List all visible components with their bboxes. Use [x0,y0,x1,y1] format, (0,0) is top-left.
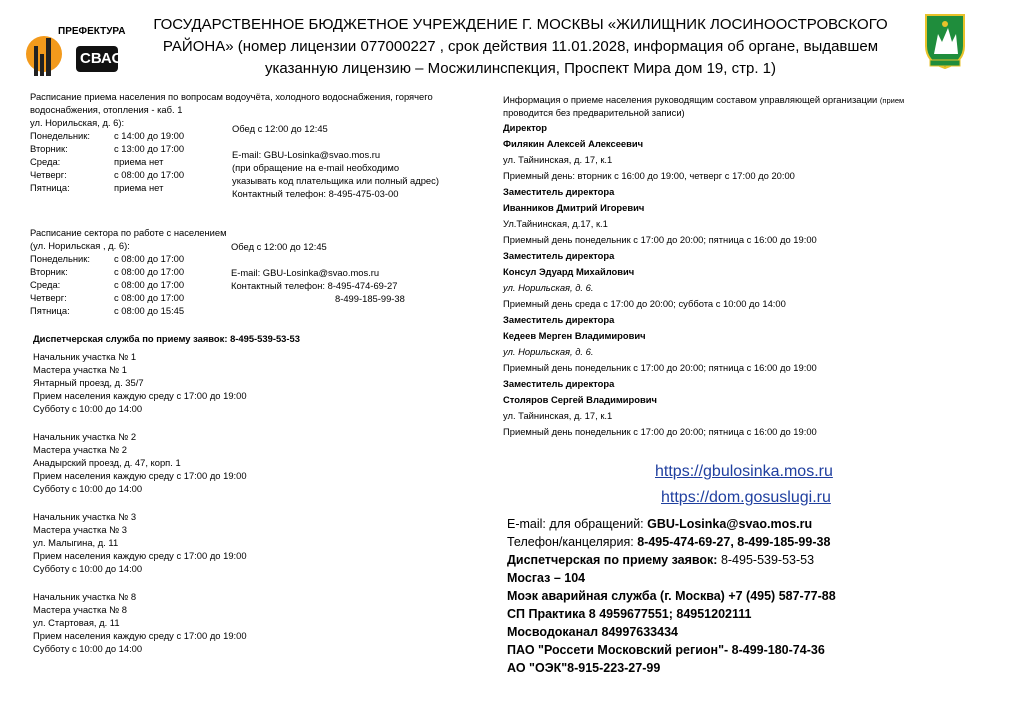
manager-name: Консул Эдуард Михайлович [503,266,635,277]
manager-address: ул. Норильская, д. 6. [503,282,594,293]
contact-dispatch-value: 8-495-539-53-53 [720,553,815,567]
manager-hours: Приемный день: вторник с 16:00 до 19:00, четверг с 17:00 до 20:00 [503,170,795,181]
section-head: Начальник участка № 3 [33,511,137,522]
gosuslugi-link[interactable]: https://dom.gosuslugi.ru [661,489,831,506]
section-saturday: Субботу с 10:00 до 14:00 [33,643,143,654]
coat-of-arms-icon [922,12,968,70]
emergency-praktika: СП Практика 8 4959677551; 84951202111 [507,607,752,621]
section-saturday: Субботу с 10:00 до 14:00 [33,483,143,494]
manager-hours: Приемный день понедельник с 17:00 до 20:00; пятница с 16:00 до 19:00 [503,426,817,437]
section-item [33,510,493,590]
section-reception: Прием населения каждую среду с 17:00 до 19:00 [33,470,247,481]
manager-role: Заместитель директора [503,250,615,261]
sector-phone-1: Контактный телефон: 8-495-474-69-27 [231,280,398,291]
water-schedule-title-1: Расписание приема населения по вопросам водоучёта, холодного водоснабжения, горячего [30,91,433,102]
contact-dispatch-line [507,551,1007,569]
day-label: Вторник: [30,143,68,154]
manager-role: Заместитель директора [503,314,615,325]
section-address: Анадырский проезд, д. 47, корп. 1 [33,457,181,468]
contact-phone-value: 8-495-474-69-27, 8-499-185-99-38 [637,535,831,549]
sector-schedule-address: (ул. Норильская , д. 6): [30,240,130,251]
day-time: с 08:00 до 15:45 [114,305,185,316]
emergency-oek: АО "ОЭК"8-915-223-27-99 [507,661,661,675]
section-item [33,590,493,670]
day-label: Пятница: [30,305,70,316]
contact-phone-line [507,533,1007,551]
day-label: Понедельник: [30,253,90,264]
day-time: приема нет [114,156,164,167]
manager-entry [503,120,1003,184]
manager-role: Заместитель директора [503,186,615,197]
day-label: Пятница: [30,182,70,193]
day-label: Четверг: [30,292,67,303]
manager-address: Ул.Тайнинская, д.17, к.1 [503,218,608,229]
day-time: с 08:00 до 17:00 [114,279,185,290]
day-label: Вторник: [30,266,68,277]
manager-hours: Приемный день понедельник с 17:00 до 20:00; пятница с 16:00 до 19:00 [503,362,817,373]
sector-schedule-title: Расписание сектора по работе с населением [30,227,227,238]
website-link[interactable]: https://gbulosinka.mos.ru [655,463,833,480]
section-reception: Прием населения каждую среду с 17:00 до 19:00 [33,630,247,641]
section-masters: Мастера участка № 1 [33,364,128,375]
day-time: с 08:00 до 17:00 [114,266,185,277]
sector-contacts-block [231,240,491,305]
manager-entry [503,376,1003,440]
section-masters: Мастера участка № 8 [33,604,128,615]
day-label: Среда: [30,156,61,167]
section-address: Янтарный проезд, д. 35/7 [33,377,144,388]
water-contacts-block [232,122,492,200]
manager-name: Филякин Алексей Алексеевич [503,138,644,149]
emergency-mosvodokanal: Мосводоканал 84997633434 [507,625,678,639]
section-head: Начальник участка № 8 [33,591,137,602]
management-reception-block [503,92,1003,440]
manager-name: Иванников Дмитрий Игоревич [503,202,645,213]
manager-address: ул. Тайнинская, д. 17, к.1 [503,410,613,421]
section-masters: Мастера участка № 3 [33,524,128,535]
section-saturday: Субботу с 10:00 до 14:00 [33,403,143,414]
manager-name: Кедеев Мерген Владимирович [503,330,646,341]
manager-role: Заместитель директора [503,378,615,389]
district-emblem [922,12,968,70]
contact-email-line [507,515,1007,533]
section-head: Начальник участка № 2 [33,431,137,442]
contact-email-value: GBU-Losinka@svao.mos.ru [647,517,813,531]
emergency-moek: Моэк аварийная служба (г. Москва) +7 (495) 587-77-88 [507,589,836,603]
email-note-1: (при обращение на e-mail необходимо [232,162,400,173]
section-head: Начальник участка № 1 [33,351,137,362]
contact-dispatch-label: Диспетчерская по приему заявок: [507,553,721,567]
prefecture-logo [24,24,126,80]
contacts-block [507,515,1007,677]
section-list [33,350,493,670]
email-note-2: указывать код плательщика или полный адрес) [232,175,439,186]
contact-email-label: E-mail: для обращений: [507,517,648,531]
manager-name: Столяров Сергей Владимирович [503,394,657,405]
schedule-row [30,304,500,317]
management-intro-text: Информация о приеме населения руководящим составом управляющей организации [503,94,878,105]
manager-entry [503,184,1003,248]
dispatch-service: Диспетчерская служба по приему заявок: 8-495-539-53-53 [33,333,300,344]
section-address: ул. Стартовая, д. 11 [33,617,120,628]
sector-email: E-mail: GBU-Losinka@svao.mos.ru [231,267,380,278]
email-text: E-mail: GBU-Losinka@svao.mos.ru [232,149,381,160]
day-label: Понедельник: [30,130,90,141]
emergency-mosgaz: Мосгаз – 104 [507,571,586,585]
manager-entry [503,312,1003,376]
day-time: приема нет [114,182,164,193]
section-item [33,430,493,510]
section-reception: Прием населения каждую среду с 17:00 до 19:00 [33,390,247,401]
day-label: Среда: [30,279,61,290]
emergency-rosseti: ПАО "Россети Московский регион"- 8-499-180-74-36 [507,643,825,657]
manager-address: ул. Норильская, д. 6. [503,346,594,357]
manager-address: ул. Тайнинская, д. 17, к.1 [503,154,613,165]
manager-hours: Приемный день среда с 17:00 до 20:00; суббота с 10:00 до 14:00 [503,298,786,309]
manager-role: Директор [503,122,547,133]
manager-entry [503,248,1003,312]
section-saturday: Субботу с 10:00 до 14:00 [33,563,143,574]
lunch-time: Обед с 12:00 до 12:45 [232,123,328,134]
management-intro-note-2: проводится без предварительной записи) [503,107,685,118]
contact-phone-label: Телефон/канцелярия: [507,535,638,549]
sector-phone-2: 8-499-185-99-38 [335,293,405,304]
management-intro-note: (прием [879,96,905,105]
logo-text-bottom: СВАО [80,50,124,67]
section-reception: Прием населения каждую среду с 17:00 до 19:00 [33,550,247,561]
manager-hours: Приемный день понедельник с 17:00 до 20:00; пятница с 16:00 до 19:00 [503,234,817,245]
day-time: с 14:00 до 19:00 [114,130,185,141]
day-time: с 08:00 до 17:00 [114,169,185,180]
water-schedule-title-2: водоснабжения, отопления - каб. 1 [30,104,183,115]
page-header: ГОСУДАРСТВЕННОЕ БЮДЖЕТНОЕ УЧРЕЖДЕНИЕ Г. МОСКВЫ «ЖИЛИЩНИК ЛОСИНООСТРОВСКОГО РАЙОНА» (номер лицензии 077000227 , срок действия 11.01.2028, информация об органе, выдавшем указанную лицензию – Мосжилинспекция, Проспект Мира дом 19, стр. 1) [153,16,888,77]
section-address: ул. Малыгина, д. 11 [33,537,119,548]
management-intro [503,92,1003,108]
day-time: с 08:00 до 17:00 [114,292,185,303]
section-item [33,350,493,430]
contact-phone: Контактный телефон: 8-495-475-03-00 [232,188,399,199]
day-label: Четверг: [30,169,67,180]
water-schedule-address: ул. Норильская, д. 6): [30,117,125,128]
day-time: с 13:00 до 17:00 [114,143,185,154]
logo-text-top: ПРЕФЕКТУРА [58,26,126,37]
day-time: с 08:00 до 17:00 [114,253,185,264]
section-masters: Мастера участка № 2 [33,444,128,455]
sector-lunch-time: Обед с 12:00 до 12:45 [231,241,327,252]
